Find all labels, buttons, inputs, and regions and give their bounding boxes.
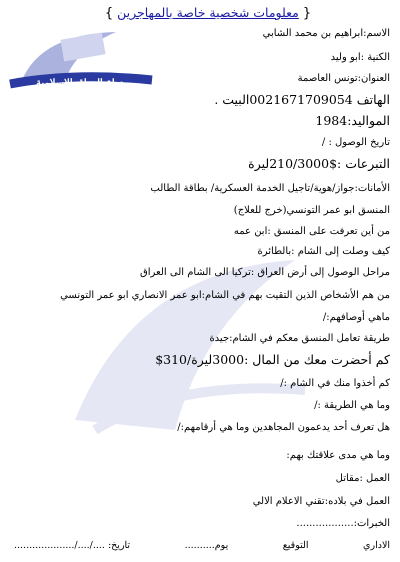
title-text: معلومات شخصية خاصة بالمهاجرين xyxy=(117,5,299,20)
field-arrival-method: كيف وصلت إلى الشام :بالطائرة xyxy=(257,246,390,257)
document-title: { معلومات شخصية خاصة بالمهاجرين } xyxy=(104,5,312,21)
field-how-met: من أين تعرفت على المنسق :ابن عمه xyxy=(233,226,390,237)
field-name: الاسم:ابراهيم بن محمد الشابي xyxy=(262,28,390,39)
field-money-taken: كم أخذوا منك في الشام :/ xyxy=(280,378,390,389)
footer-admin: الاداري xyxy=(363,540,390,551)
field-home-work: العمل في بلاده:تقني الاعلام الالي xyxy=(252,496,390,507)
field-stages: مراحل الوصول إلى أرض العراق :تركيا الى الشام الى العراق xyxy=(140,267,390,278)
footer-day: يوم.......... xyxy=(184,540,229,551)
field-address: العنوان:تونس العاصمة xyxy=(297,73,390,84)
field-supporters: هل تعرف أحد يدعمون المجاهدين وما هي أرقامهم:/ xyxy=(177,422,390,433)
footer-date: تاريخ: ..../..../.................... xyxy=(14,540,131,551)
field-relation: وما هي مدى علاقتك بهم: xyxy=(286,450,390,461)
field-money-brought: كم أحضرت معك من المال :3000ليرة/310$ xyxy=(155,352,390,367)
field-method: وما هي الطريقة :/ xyxy=(314,400,390,411)
field-donations: التبرعات :$210/3000ليرة xyxy=(248,156,390,171)
field-work: العمل :مقاتل xyxy=(335,473,390,484)
field-treatment: طريقة تعامل المنسق معكم في الشام:جيدة xyxy=(209,333,390,344)
field-people-met: من هم الأشخاص الذين التقيت بهم في الشام:ابو عمر الانصاري ابو عمر التونسي xyxy=(60,290,390,301)
signature-footer xyxy=(14,540,390,551)
footer-signature: التوقيع xyxy=(282,540,309,551)
field-experience: الخبرات:.................. xyxy=(296,518,390,529)
logo-text: دولة العراق الإسلامية xyxy=(36,78,124,89)
field-phone: الهاتف 0021671709054البيت . xyxy=(214,92,390,107)
field-kunya: الكنية :ابو وليد xyxy=(330,52,390,63)
field-descriptions: ماهي أوصافهم:/ xyxy=(322,312,390,323)
field-coordinator: المنسق ابو عمر التونسي(خرج للعلاج) xyxy=(233,205,390,216)
field-arrival: تاريخ الوصول : / xyxy=(321,137,390,148)
state-logo xyxy=(4,22,154,97)
field-birth: المواليد:1984 xyxy=(315,113,390,128)
field-deposits: الأمانات:جواز/هوية/تاجيل الخدمة العسكرية/ بطاقة الطالب xyxy=(150,183,390,194)
